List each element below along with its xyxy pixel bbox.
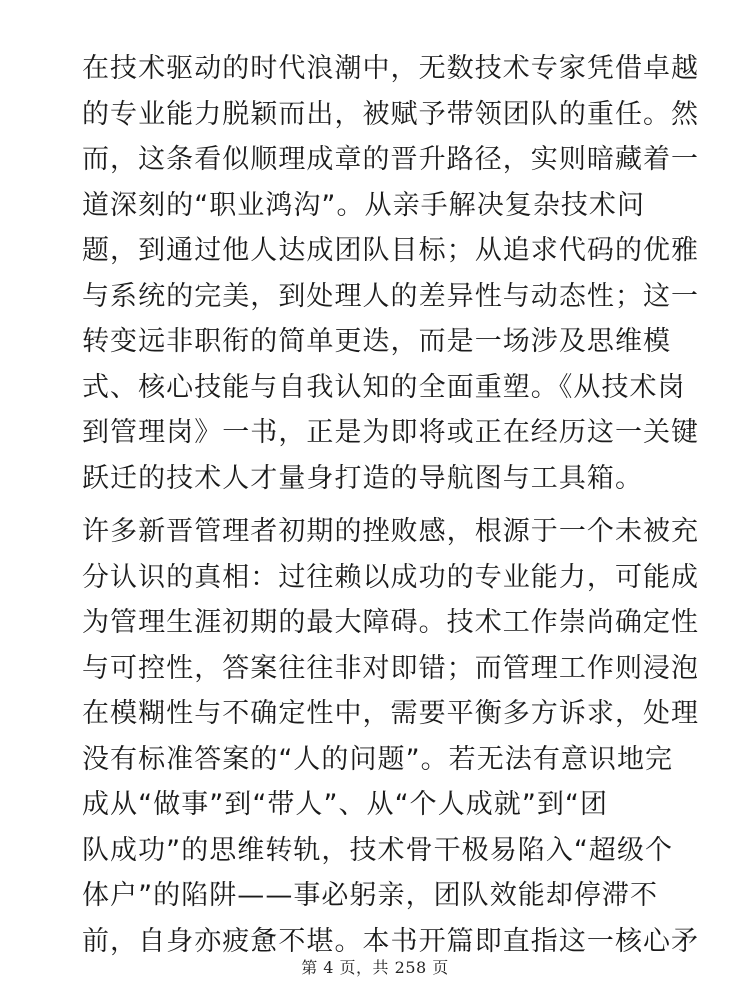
text-line: 队成功”的思维转轨，技术骨干极易陷入“超级个 — [82, 834, 674, 866]
text-line: 体户”的陷阱——事必躬亲，团队效能却停滞不 — [82, 880, 659, 911]
text-line: 道深刻的“职业鸿沟”。从亲手解决复杂技术问 — [82, 189, 646, 221]
text-line: 的专业能力脱颖而出，被赋予带领团队的重任。然 — [82, 98, 700, 130]
paragraph — [82, 509, 700, 964]
text-line: 前，自身亦疲惫不堪。本书开篇即直指这一核心矛 — [82, 925, 700, 957]
text-line: 而，这条看似顺理成章的晋升路径，实则暗藏着一 — [82, 144, 700, 175]
text-line: 与可控性，答案往往非对即错；而管理工作则浸泡 — [82, 652, 700, 684]
text-line: 为管理生涯初期的最大障碍。技术工作崇尚确定性 — [82, 607, 700, 638]
text-line: 成从“做事”到“带人”、从“个人成就”到“团 — [82, 789, 609, 820]
text-line: 题，到通过他人达成团队目标；从追求代码的优雅 — [82, 235, 700, 266]
text-line: 在模糊性与不确定性中，需要平衡多方诉求，处理 — [82, 698, 700, 729]
text-line: 跃迁的技术人才量身打造的导航图与工具箱。 — [82, 462, 643, 494]
paragraph — [82, 46, 700, 501]
text-line: 许多新晋管理者初期的挫败感，根源于一个未被充 — [82, 516, 700, 547]
page-footer: 第 4 页，共 258 页 — [301, 958, 449, 977]
text-line: 在技术驱动的时代浪潮中，无数技术专家凭借卓越 — [82, 53, 700, 84]
text-line: 到管理岗》一书，正是为即将或正在经历这一关键 — [82, 417, 700, 448]
text-line: 与系统的完美，到处理人的差异性与动态性；这一 — [82, 280, 700, 312]
text-line: 式、核心技能与自我认知的全面重塑。《从技术岗 — [82, 371, 686, 403]
text-line: 没有标准答案的“人的问题”。若无法有意识地完 — [82, 743, 674, 775]
text-line: 转变远非职衔的简单更迭，而是一场涉及思维模 — [82, 326, 672, 357]
text-line: 分认识的真相：过往赖以成功的专业能力，可能成 — [82, 561, 700, 593]
body-text — [82, 46, 700, 964]
